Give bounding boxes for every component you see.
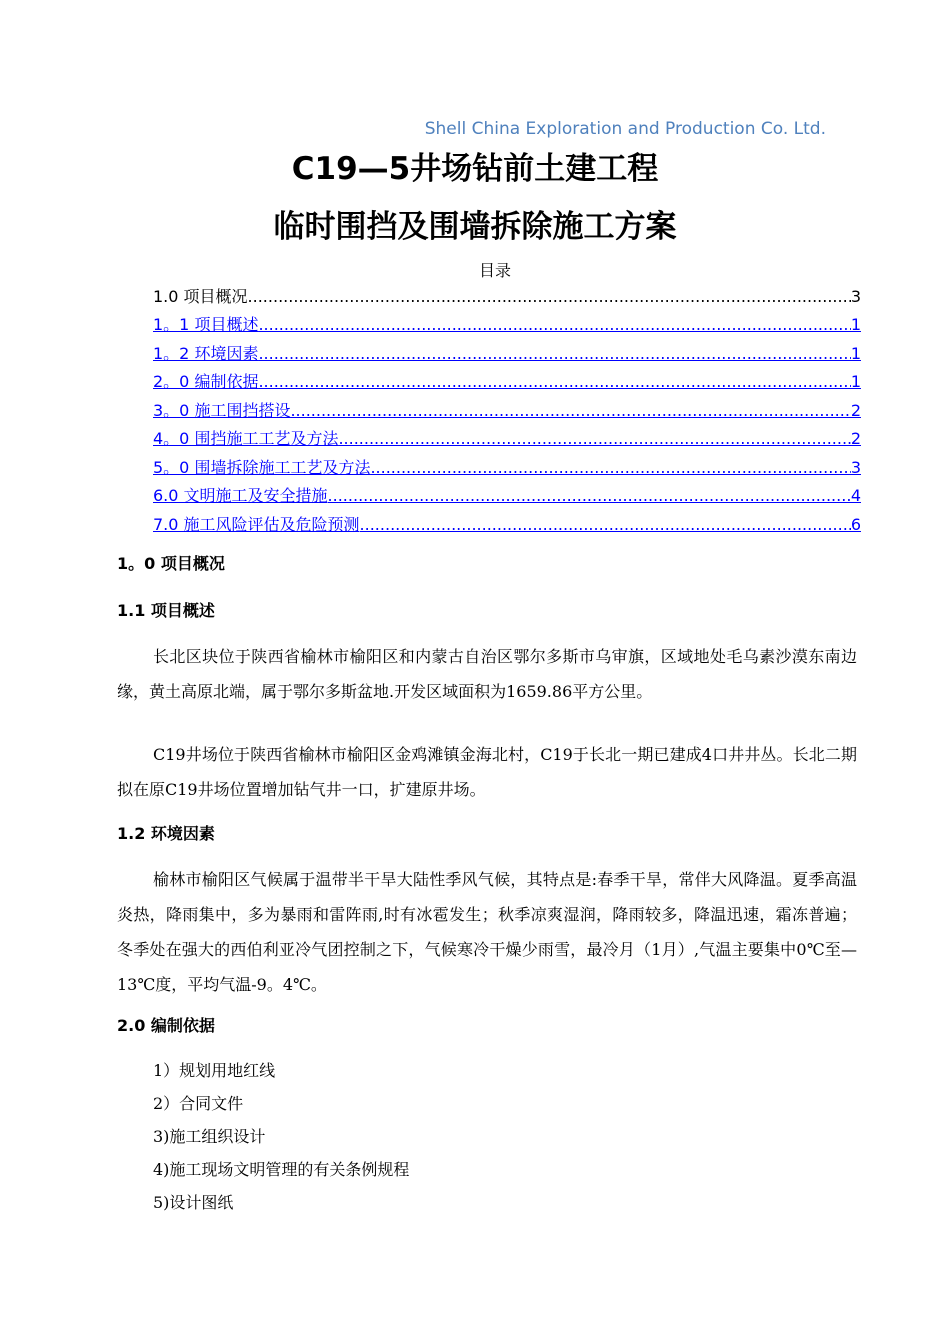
toc-entry-label: 1。2 环境因素 [153,344,259,363]
paragraph-overview-1: 长北区块位于陕西省榆林市榆阳区和内蒙古自治区鄂尔多斯市乌审旗，区域地处毛乌素沙漠东南边缘，黄土高原北端，属于鄂尔多斯盆地.开发区域面积为1659.86平方公里。 [117,647,857,701]
toc-entry-page: 6 [850,515,861,534]
toc-entry[interactable] [153,514,861,536]
toc-leader [258,314,850,336]
toc-leader [338,428,850,450]
toc-entry[interactable] [153,343,861,365]
toc-entry[interactable] [153,485,861,507]
company-name: Shell China Exploration and Production Co. Ltd. [424,119,826,139]
document-title-line2: 临时围挡及围墙拆除施工方案 [273,209,677,245]
toc-leader [360,514,851,536]
toc-leader [370,457,850,479]
toc-entry-label: 3。0 施工围挡搭设 [153,401,291,420]
toc-entry-page: 1 [850,344,861,363]
toc-heading: 目录 [478,261,511,280]
toc-entry-label: 6.0 文明施工及安全措施 [153,486,328,505]
toc-entry-label: 1。1 项目概述 [153,315,259,334]
toc-leader [258,343,850,365]
toc-entry-label: 1.0 项目概况 [153,287,248,306]
section-heading-1-2: 1.2 环境因素 [117,824,215,843]
toc-entry-label: 7.0 施工风险评估及危险预测 [153,515,360,534]
toc-entry[interactable] [153,400,861,422]
toc-entry-label: 2。0 编制依据 [153,372,259,391]
paragraph-environment: 榆林市榆阳区气候属于温带半干旱大陆性季风气候，其特点是:春季干旱，常伴大风降温。夏季高温炎热，降雨集中，多为暴雨和雷阵雨,时有冰雹发生；秋季凉爽湿润，降雨较多，降温迅速，霜冻普遍；冬季处在强大的西伯利亚冷气团控制之下，气候寒冷干燥少雨雪，最冷月（1月）,气温主要集中0℃至—13℃度，平均气温-9。4℃。 [117,870,857,994]
section-heading-1: 1。0 项目概况 [117,554,225,573]
toc-entry-page: 1 [850,315,861,334]
toc-entry-page: 2 [850,401,861,420]
section-heading-2: 2.0 编制依据 [117,1016,215,1035]
section-heading-1-1: 1.1 项目概述 [117,601,215,620]
basis-list-item: 2）合同文件 [153,1094,244,1113]
paragraph-overview-2: C19井场位于陕西省榆林市榆阳区金鸡滩镇金海北村，C19于长北一期已建成4口井井丛。长北二期拟在原C19井场位置增加钻气井一口，扩建原井场。 [117,745,857,799]
toc-entry-label: 5。0 围墙拆除施工工艺及方法 [153,458,371,477]
toc-entry[interactable] [153,457,861,479]
toc-entry-page: 1 [850,372,861,391]
toc-leader [290,400,850,422]
toc-entry-page: 3 [850,458,861,477]
toc-entry-page: 2 [850,429,861,448]
toc-entry-page: 4 [850,486,861,505]
toc-leader [258,371,850,393]
document-title-line1: C19—5井场钻前土建工程 [291,151,659,187]
toc-entry[interactable] [153,371,861,393]
toc-entry-page: 3 [850,287,861,306]
basis-list-item: 5)设计图纸 [153,1193,234,1212]
toc-leader [328,485,851,507]
toc-entry[interactable] [153,286,861,308]
basis-list-item: 1）规划用地红线 [153,1061,276,1080]
basis-list-item: 4)施工现场文明管理的有关条例规程 [153,1160,410,1179]
toc-entry-label: 4。0 围挡施工工艺及方法 [153,429,339,448]
basis-list-item: 3)施工组织设计 [153,1127,266,1146]
toc-leader [248,286,851,308]
toc-entry[interactable] [153,314,861,336]
toc-entry[interactable] [153,428,861,450]
